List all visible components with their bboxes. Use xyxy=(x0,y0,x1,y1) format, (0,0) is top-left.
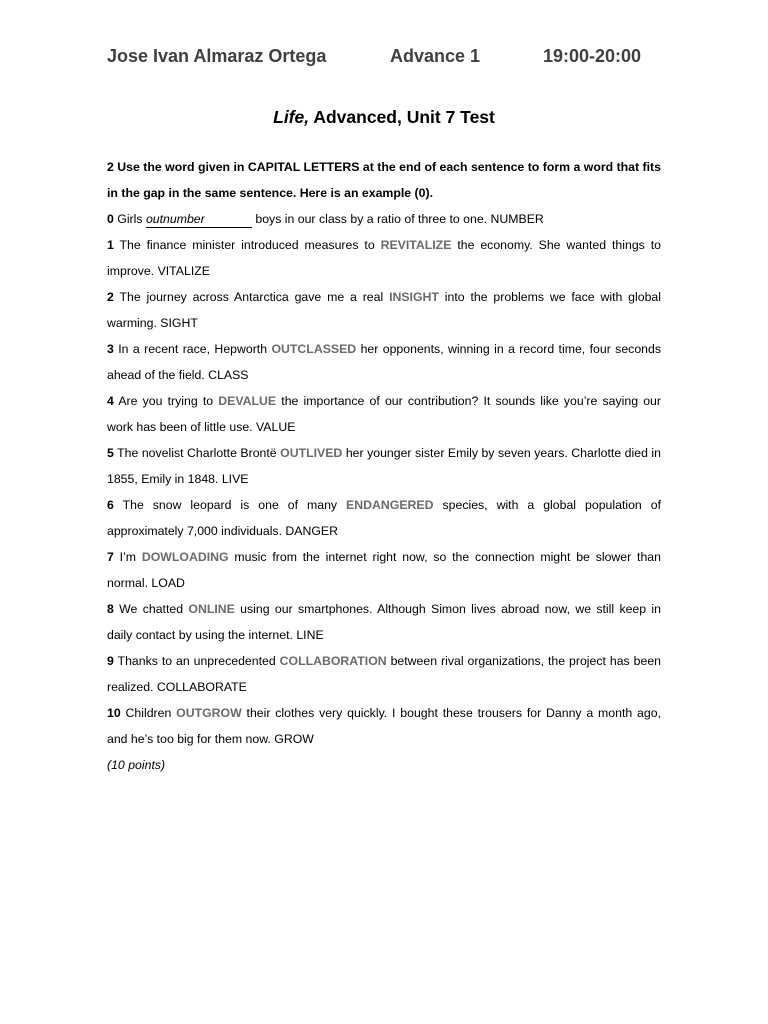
item-text-before: Are you trying to xyxy=(113,394,219,408)
item-text-after: the economy. She wanted things to improve. VITALIZE xyxy=(107,238,661,278)
item-number: 7 xyxy=(107,550,114,564)
item-answer: DEVALUE xyxy=(218,394,277,408)
item-text-before: Children xyxy=(120,706,177,720)
item-number: 0 xyxy=(107,212,114,226)
item-answer: OUTGROW xyxy=(176,706,242,720)
question-item xyxy=(107,700,661,752)
page-header xyxy=(107,46,668,74)
item-text-before: The finance minister introduced measures to xyxy=(113,238,381,252)
item-text-after: between rival organizations, the project has been realized. COLLABORATE xyxy=(107,654,661,694)
student-name: Jose Ivan Almaraz Ortega xyxy=(107,46,327,66)
item-text-before: The novelist Charlotte Brontë xyxy=(113,446,281,460)
item-number: 10 xyxy=(107,706,121,720)
item-answer: INSIGHT xyxy=(389,290,439,304)
test-title xyxy=(0,107,768,128)
course-level: Advance 1 xyxy=(390,46,481,66)
title-italic: Life, xyxy=(273,107,310,127)
item-number: 5 xyxy=(107,446,114,460)
item-text-before: We chatted xyxy=(113,602,189,616)
item-answer: COLLABORATION xyxy=(279,654,387,668)
question-item xyxy=(107,648,661,700)
question-item xyxy=(107,284,661,336)
item-text-before: In a recent race, Hepworth xyxy=(113,342,272,356)
item-text-before: The snow leopard is one of many xyxy=(113,498,347,512)
item-text-after: music from the internet right now, so the connection might be slower than normal. LOAD xyxy=(107,550,661,590)
item-text-after: the importance of our contribution? It sounds like you’re saying our work has been of little use. VALUE xyxy=(107,394,661,434)
item-text-after: her younger sister Emily by seven years. Charlotte died in 1855, Emily in 1848. LIVE xyxy=(107,446,661,486)
question-item xyxy=(107,388,661,440)
item-text-before: The journey across Antarctica gave me a real xyxy=(113,290,390,304)
item-number: 2 xyxy=(107,290,114,304)
item-text-after: boys in our class by a ratio of three to one. NUMBER xyxy=(251,212,544,226)
item-text-after: her opponents, winning in a record time, four seconds ahead of the field. CLASS xyxy=(107,342,661,382)
item-number: 1 xyxy=(107,238,114,252)
item-number: 9 xyxy=(107,654,114,668)
question-list xyxy=(107,232,661,752)
question-item xyxy=(107,492,661,544)
item-number: 4 xyxy=(107,394,114,408)
item-answer: ENDANGERED xyxy=(346,498,434,512)
item-text-after: using our smartphones. Although Simon lives abroad now, we still keep in daily contact by using the internet. LINE xyxy=(107,602,661,642)
class-time: 19:00-20:00 xyxy=(543,46,642,66)
item-number: 6 xyxy=(107,498,114,512)
example-item xyxy=(107,206,661,232)
item-answer: ONLINE xyxy=(188,602,235,616)
item-text-before: I’m xyxy=(113,550,142,564)
instructions: 2 Use the word given in CAPITAL LETTERS at the end of each sentence to form a word that fits in the gap in the same sentence. Here is an example (0). xyxy=(107,160,661,200)
item-number: 3 xyxy=(107,342,114,356)
item-text-before: Girls xyxy=(113,212,146,226)
question-item xyxy=(107,440,661,492)
item-text-after: their clothes very quickly. I bought these trousers for Danny a month ago, and he’s too big for them now. GROW xyxy=(107,706,661,746)
item-answer: REVITALIZE xyxy=(380,238,452,252)
item-text-before: Thanks to an unprecedented xyxy=(113,654,280,668)
question-item xyxy=(107,336,661,388)
question-item xyxy=(107,232,661,284)
item-answer: DOWLOADING xyxy=(141,550,229,564)
item-text-after: into the problems we face with global warming. SIGHT xyxy=(107,290,661,330)
exercise-body xyxy=(107,154,661,778)
question-item xyxy=(107,544,661,596)
example-answer-blank: outnumber xyxy=(146,211,252,228)
item-number: 8 xyxy=(107,602,114,616)
item-answer: OUTLIVED xyxy=(280,446,343,460)
item-text-after: species, with a global population of approximately 7,000 individuals. DANGER xyxy=(107,498,661,538)
points-note: (10 points) xyxy=(107,758,166,772)
item-answer: OUTCLASSED xyxy=(271,342,357,356)
question-item xyxy=(107,596,661,648)
title-rest: Advanced, Unit 7 Test xyxy=(309,107,495,127)
